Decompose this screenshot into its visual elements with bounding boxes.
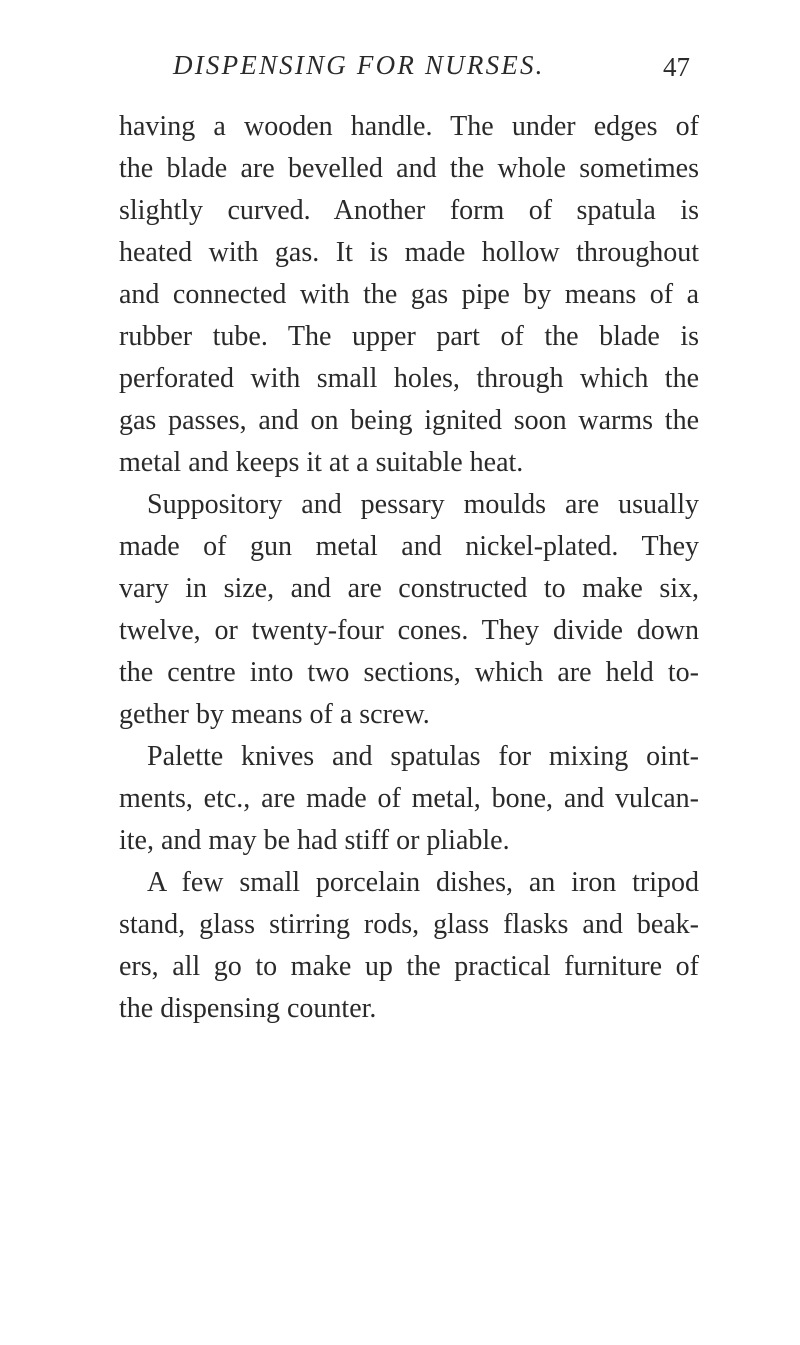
paragraph-end-line: gether by means of a screw. (119, 699, 430, 730)
text-line: slightly curved. Another form of spatula is (119, 195, 699, 226)
running-title: DISPENSING FOR NURSES. (173, 50, 545, 80)
text-line: vary in size, and are constructed to make six, (119, 573, 699, 604)
text-line: made of gun metal and nickel-plated. They (119, 531, 699, 562)
text-line: gas passes, and on being ignited soon warms the (119, 405, 699, 436)
page-header (0, 50, 800, 90)
paragraph-end-line: the dispensing counter. (119, 993, 377, 1024)
text-line: having a wooden handle. The under edges of (119, 111, 699, 142)
paragraph-start-line: Palette knives and spatulas for mixing oint- (147, 741, 699, 772)
text-line: stand, glass stirring rods, glass flasks and beak- (119, 909, 699, 940)
page-number: 47 (663, 52, 690, 82)
text-line: twelve, or twenty-four cones. They divide down (119, 615, 699, 646)
paragraph-end-line: metal and keeps it at a suitable heat. (119, 447, 524, 478)
text-line: the blade are bevelled and the whole sometimes (119, 153, 699, 184)
text-line: the centre into two sections, which are held to- (119, 657, 699, 688)
paragraph-start-line: A few small porcelain dishes, an iron tripod (147, 867, 699, 898)
text-line: rubber tube. The upper part of the blade is (119, 321, 699, 352)
text-line: and connected with the gas pipe by means of a (119, 279, 699, 310)
text-line: ments, etc., are made of metal, bone, and vulcan- (119, 783, 699, 814)
paragraph-end-line: ite, and may be had stiff or pliable. (119, 825, 510, 856)
paragraph-start-line: Suppository and pessary moulds are usually (147, 489, 699, 520)
text-line: perforated with small holes, through which the (119, 363, 699, 394)
text-line: heated with gas. It is made hollow throughout (119, 237, 699, 268)
body-text (119, 106, 699, 1030)
text-line: ers, all go to make up the practical furniture of (119, 951, 699, 982)
